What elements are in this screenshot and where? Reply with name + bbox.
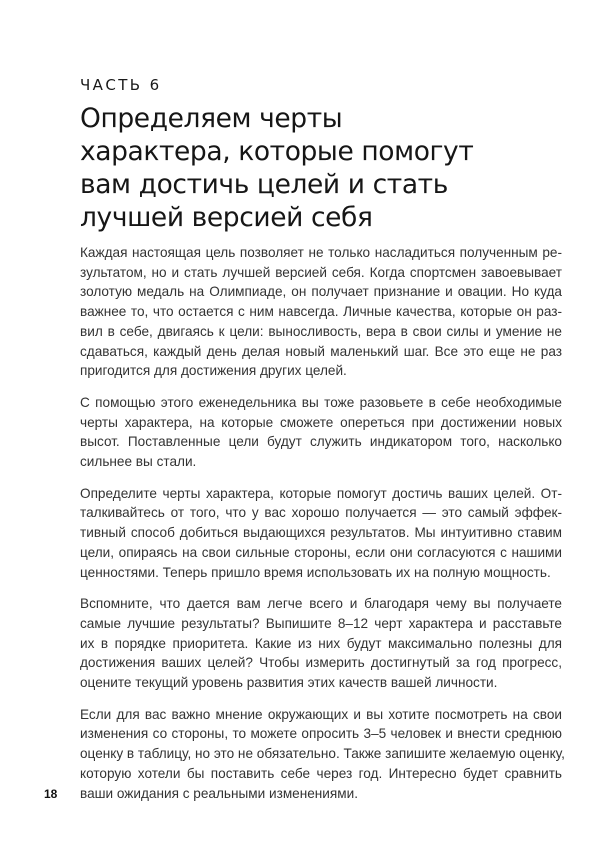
text-line: сильнее вы стали. bbox=[80, 454, 197, 470]
part-label: ЧАСТЬ 6 bbox=[80, 76, 162, 94]
text-line: оцените текущий уровень развития этих качеств вашей личности. bbox=[80, 675, 498, 691]
paragraph bbox=[80, 243, 562, 381]
text-line: Каждая настоящая цель позволяет не только насладиться полученным ре- bbox=[80, 245, 562, 260]
title-line: вам достичь целей и стать bbox=[80, 169, 448, 200]
paragraph bbox=[80, 594, 562, 693]
text-line: самые лучшие результаты? Выпишите 8–12 черт характера и расставьте bbox=[80, 615, 562, 631]
title-line: Определяем черты bbox=[80, 103, 343, 134]
text-line: изменения со стороны, то можете опросить 3–5 человек и внести среднюю bbox=[80, 726, 562, 742]
text-line: черты характера, на которые сможете опереться при достижении новых bbox=[80, 414, 562, 430]
text-line: вил в себе, двигаясь к цели: выносливость, вера в свои силы и умение не bbox=[80, 323, 562, 339]
text-line: ценностями. Теперь пришло время использовать их на полную мощность. bbox=[80, 564, 551, 580]
title-line: характера, которые помогут bbox=[80, 136, 474, 167]
text-line: Вспомните, что дается вам легче всего и благодаря чему вы получаете bbox=[80, 596, 562, 612]
body-text bbox=[80, 243, 565, 815]
text-line: важнее то, что остается с ним навсегда. Личные качества, которые он раз- bbox=[80, 304, 562, 320]
text-line: тивный способ добиться выдающихся результатов. Мы интуитивно ставим bbox=[80, 525, 562, 541]
text-line: высот. Поставленные цели будут служить индикатором того, насколько bbox=[80, 434, 562, 450]
text-line: достижения ваших целей? Чтобы измерить достигнутый за год прогресс, bbox=[80, 655, 562, 671]
text-line: С помощью этого еженедельника вы тоже разовьете в себе необходимые bbox=[80, 394, 562, 410]
text-line: зультатом, но и стать лучшей версией себя. Когда спортсмен завоевывает bbox=[80, 264, 562, 280]
paragraph bbox=[80, 393, 562, 472]
page-number: 18 bbox=[44, 787, 58, 801]
text-line: Определите черты характера, которые помогут достичь ваших целей. От- bbox=[80, 485, 562, 501]
text-line: цели, опираясь на свои сильные стороны, если они согласуются с нашими bbox=[80, 544, 562, 560]
text-line: которую хотели бы поставить себе через год. Интересно будет сравнить bbox=[80, 765, 562, 781]
text-line: ваши ожидания с реальными изменениями. bbox=[80, 785, 358, 801]
text-line: сдаваться, каждый день делая новый маленький шаг. Все это еще не раз bbox=[80, 343, 562, 359]
page-title bbox=[80, 102, 510, 234]
title-line: лучшей версией себя bbox=[80, 202, 373, 233]
text-line: талкивайтесь от того, что у вас хорошо получается — это самый эффек- bbox=[80, 505, 562, 521]
text-line: золотую медаль на Олимпиаде, он получает признание и овации. Но куда bbox=[80, 284, 562, 300]
paragraph bbox=[80, 484, 562, 583]
text-line: оценку в таблицу, но это не обязательно. Также запишите желаемую оценку, bbox=[80, 746, 565, 762]
paragraph bbox=[80, 705, 565, 804]
text-line: Если для вас важно мнение окружающих и вы хотите посмотреть на свои bbox=[80, 706, 562, 722]
text-line: их в порядке приоритета. Какие из них будут максимально полезны для bbox=[80, 635, 562, 651]
text-line: пригодится для достижения других целей. bbox=[80, 363, 347, 379]
